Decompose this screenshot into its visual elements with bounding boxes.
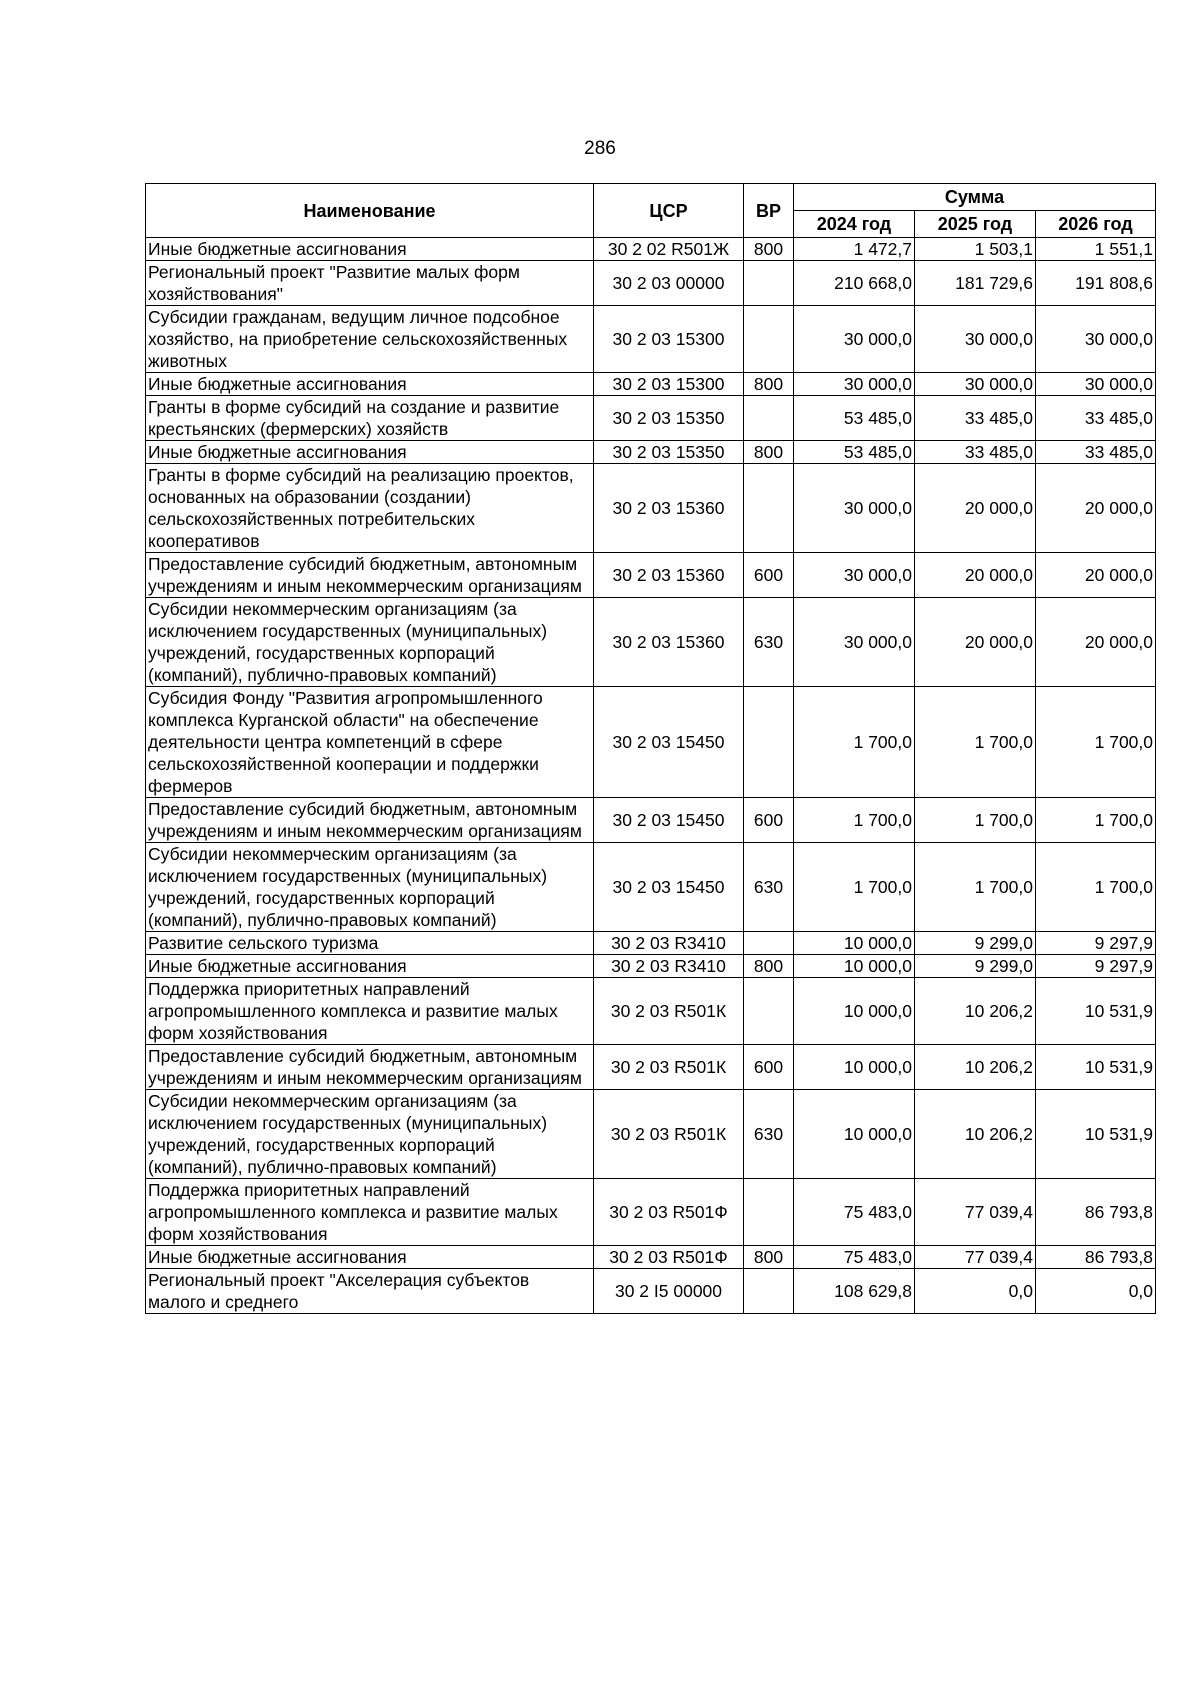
table-row bbox=[146, 306, 1156, 373]
table-body bbox=[146, 238, 1156, 1314]
row-name: Предоставление субсидий бюджетным, автономным учреждениям и иным некоммерческим организациям bbox=[146, 553, 594, 598]
table-row bbox=[146, 1246, 1156, 1269]
row-sum-2025: 33 485,0 bbox=[915, 396, 1036, 441]
header-year-2026: 2026 год bbox=[1036, 211, 1156, 238]
row-sum-2024: 10 000,0 bbox=[794, 1090, 915, 1179]
row-name: Субсидии некоммерческим организациям (за исключением государственных (муниципальных) учреждений, государственных корпораций (компаний), публично-правовых компаний) bbox=[146, 598, 594, 687]
row-vr: 800 bbox=[744, 238, 794, 261]
table-row bbox=[146, 955, 1156, 978]
row-sum-2025: 1 700,0 bbox=[915, 843, 1036, 932]
row-csr: 30 2 03 15450 bbox=[594, 687, 744, 798]
table-header bbox=[146, 184, 1156, 238]
row-csr: 30 2 03 R3410 bbox=[594, 955, 744, 978]
table-row bbox=[146, 441, 1156, 464]
row-vr bbox=[744, 687, 794, 798]
row-name: Иные бюджетные ассигнования bbox=[146, 1246, 594, 1269]
row-sum-2025: 181 729,6 bbox=[915, 261, 1036, 306]
row-sum-2024: 1 700,0 bbox=[794, 798, 915, 843]
row-csr: 30 2 03 15450 bbox=[594, 798, 744, 843]
row-name: Гранты в форме субсидий на реализацию проектов, основанных на образовании (создании) сельскохозяйственных потребительских кооперативов bbox=[146, 464, 594, 553]
row-csr: 30 2 03 15300 bbox=[594, 306, 744, 373]
row-vr bbox=[744, 1179, 794, 1246]
header-name: Наименование bbox=[146, 184, 594, 238]
table-row bbox=[146, 396, 1156, 441]
row-sum-2025: 30 000,0 bbox=[915, 373, 1036, 396]
row-vr: 800 bbox=[744, 373, 794, 396]
row-name: Субсидии гражданам, ведущим личное подсобное хозяйство, на приобретение сельскохозяйственных животных bbox=[146, 306, 594, 373]
row-sum-2026: 86 793,8 bbox=[1036, 1179, 1156, 1246]
row-sum-2024: 53 485,0 bbox=[794, 396, 915, 441]
row-sum-2024: 10 000,0 bbox=[794, 932, 915, 955]
row-name: Региональный проект "Развитие малых форм хозяйствования" bbox=[146, 261, 594, 306]
row-name: Субсидии некоммерческим организациям (за исключением государственных (муниципальных) учреждений, государственных корпораций (компаний), публично-правовых компаний) bbox=[146, 1090, 594, 1179]
row-sum-2024: 10 000,0 bbox=[794, 955, 915, 978]
row-csr: 30 2 03 15360 bbox=[594, 553, 744, 598]
row-sum-2025: 1 503,1 bbox=[915, 238, 1036, 261]
row-sum-2026: 20 000,0 bbox=[1036, 553, 1156, 598]
row-name: Иные бюджетные ассигнования bbox=[146, 238, 594, 261]
row-csr: 30 2 03 R3410 bbox=[594, 932, 744, 955]
row-sum-2025: 9 299,0 bbox=[915, 955, 1036, 978]
row-sum-2025: 10 206,2 bbox=[915, 1090, 1036, 1179]
row-csr: 30 2 03 15350 bbox=[594, 441, 744, 464]
row-csr: 30 2 03 15300 bbox=[594, 373, 744, 396]
row-sum-2026: 0,0 bbox=[1036, 1269, 1156, 1314]
row-sum-2024: 1 700,0 bbox=[794, 687, 915, 798]
row-sum-2026: 33 485,0 bbox=[1036, 396, 1156, 441]
row-name: Гранты в форме субсидий на создание и развитие крестьянских (фермерских) хозяйств bbox=[146, 396, 594, 441]
row-sum-2025: 33 485,0 bbox=[915, 441, 1036, 464]
row-sum-2024: 75 483,0 bbox=[794, 1179, 915, 1246]
row-sum-2026: 10 531,9 bbox=[1036, 978, 1156, 1045]
row-sum-2026: 10 531,9 bbox=[1036, 1090, 1156, 1179]
row-sum-2024: 30 000,0 bbox=[794, 464, 915, 553]
row-vr bbox=[744, 464, 794, 553]
row-vr bbox=[744, 932, 794, 955]
row-vr bbox=[744, 306, 794, 373]
row-sum-2026: 10 531,9 bbox=[1036, 1045, 1156, 1090]
row-sum-2025: 1 700,0 bbox=[915, 687, 1036, 798]
row-sum-2025: 9 299,0 bbox=[915, 932, 1036, 955]
row-sum-2025: 10 206,2 bbox=[915, 978, 1036, 1045]
table-row bbox=[146, 1090, 1156, 1179]
row-vr: 600 bbox=[744, 553, 794, 598]
row-vr: 630 bbox=[744, 1090, 794, 1179]
row-sum-2024: 30 000,0 bbox=[794, 553, 915, 598]
row-name: Региональный проект "Акселерация субъектов малого и среднего bbox=[146, 1269, 594, 1314]
row-name: Иные бюджетные ассигнования bbox=[146, 373, 594, 396]
row-csr: 30 2 03 R501К bbox=[594, 978, 744, 1045]
header-csr: ЦСР bbox=[594, 184, 744, 238]
row-name: Иные бюджетные ассигнования bbox=[146, 441, 594, 464]
row-csr: 30 2 03 15360 bbox=[594, 464, 744, 553]
row-sum-2025: 30 000,0 bbox=[915, 306, 1036, 373]
row-sum-2024: 53 485,0 bbox=[794, 441, 915, 464]
table-row bbox=[146, 978, 1156, 1045]
row-name: Поддержка приоритетных направлений агропромышленного комплекса и развитие малых форм хозяйствования bbox=[146, 978, 594, 1045]
table-row bbox=[146, 238, 1156, 261]
row-csr: 30 2 I5 00000 bbox=[594, 1269, 744, 1314]
row-csr: 30 2 03 R501Ф bbox=[594, 1179, 744, 1246]
header-year-2024: 2024 год bbox=[794, 211, 915, 238]
row-name: Предоставление субсидий бюджетным, автономным учреждениям и иным некоммерческим организациям bbox=[146, 798, 594, 843]
row-sum-2026: 1 700,0 bbox=[1036, 798, 1156, 843]
header-vr: ВР bbox=[744, 184, 794, 238]
row-sum-2026: 9 297,9 bbox=[1036, 932, 1156, 955]
row-sum-2026: 1 700,0 bbox=[1036, 843, 1156, 932]
row-sum-2024: 30 000,0 bbox=[794, 598, 915, 687]
row-csr: 30 2 03 R501К bbox=[594, 1090, 744, 1179]
row-sum-2026: 30 000,0 bbox=[1036, 306, 1156, 373]
row-vr: 630 bbox=[744, 598, 794, 687]
row-name: Развитие сельского туризма bbox=[146, 932, 594, 955]
table-row bbox=[146, 798, 1156, 843]
row-csr: 30 2 03 R501К bbox=[594, 1045, 744, 1090]
row-sum-2024: 75 483,0 bbox=[794, 1246, 915, 1269]
row-sum-2024: 1 472,7 bbox=[794, 238, 915, 261]
row-name: Иные бюджетные ассигнования bbox=[146, 955, 594, 978]
row-sum-2026: 33 485,0 bbox=[1036, 441, 1156, 464]
row-name: Предоставление субсидий бюджетным, автономным учреждениям и иным некоммерческим организациям bbox=[146, 1045, 594, 1090]
row-vr: 630 bbox=[744, 843, 794, 932]
row-name: Поддержка приоритетных направлений агропромышленного комплекса и развитие малых форм хозяйствования bbox=[146, 1179, 594, 1246]
row-name: Субсидия Фонду "Развития агропромышленного комплекса Курганской области" на обеспечение деятельности центра компетенций в сфере сельскохозяйственной кооперации и поддержки фермеров bbox=[146, 687, 594, 798]
row-csr: 30 2 02 R501Ж bbox=[594, 238, 744, 261]
row-csr: 30 2 03 15360 bbox=[594, 598, 744, 687]
header-year-2025: 2025 год bbox=[915, 211, 1036, 238]
table-row bbox=[146, 261, 1156, 306]
row-sum-2026: 9 297,9 bbox=[1036, 955, 1156, 978]
row-sum-2026: 30 000,0 bbox=[1036, 373, 1156, 396]
row-sum-2026: 1 700,0 bbox=[1036, 687, 1156, 798]
page-number: 286 bbox=[584, 138, 616, 159]
row-sum-2026: 20 000,0 bbox=[1036, 464, 1156, 553]
row-sum-2024: 210 668,0 bbox=[794, 261, 915, 306]
row-csr: 30 2 03 15350 bbox=[594, 396, 744, 441]
row-csr: 30 2 03 R501Ф bbox=[594, 1246, 744, 1269]
row-sum-2025: 77 039,4 bbox=[915, 1246, 1036, 1269]
row-sum-2026: 191 808,6 bbox=[1036, 261, 1156, 306]
row-vr bbox=[744, 1269, 794, 1314]
header-sum: Сумма bbox=[794, 184, 1156, 211]
table-row bbox=[146, 598, 1156, 687]
row-sum-2025: 77 039,4 bbox=[915, 1179, 1036, 1246]
table-row bbox=[146, 843, 1156, 932]
row-sum-2024: 10 000,0 bbox=[794, 1045, 915, 1090]
row-vr bbox=[744, 396, 794, 441]
row-sum-2025: 20 000,0 bbox=[915, 553, 1036, 598]
row-sum-2024: 30 000,0 bbox=[794, 306, 915, 373]
row-csr: 30 2 03 15450 bbox=[594, 843, 744, 932]
row-vr: 800 bbox=[744, 955, 794, 978]
row-sum-2024: 1 700,0 bbox=[794, 843, 915, 932]
table-row bbox=[146, 464, 1156, 553]
table-row bbox=[146, 1179, 1156, 1246]
row-vr: 800 bbox=[744, 441, 794, 464]
table-row bbox=[146, 553, 1156, 598]
row-vr: 800 bbox=[744, 1246, 794, 1269]
row-vr bbox=[744, 261, 794, 306]
budget-table bbox=[145, 183, 1156, 1314]
row-sum-2025: 0,0 bbox=[915, 1269, 1036, 1314]
table-row bbox=[146, 932, 1156, 955]
row-sum-2025: 10 206,2 bbox=[915, 1045, 1036, 1090]
row-sum-2026: 86 793,8 bbox=[1036, 1246, 1156, 1269]
row-sum-2024: 30 000,0 bbox=[794, 373, 915, 396]
table-row bbox=[146, 1045, 1156, 1090]
table-row bbox=[146, 373, 1156, 396]
row-name: Субсидии некоммерческим организациям (за исключением государственных (муниципальных) учреждений, государственных корпораций (компаний), публично-правовых компаний) bbox=[146, 843, 594, 932]
table-row bbox=[146, 1269, 1156, 1314]
row-vr: 600 bbox=[744, 798, 794, 843]
row-sum-2025: 1 700,0 bbox=[915, 798, 1036, 843]
row-csr: 30 2 03 00000 bbox=[594, 261, 744, 306]
row-vr: 600 bbox=[744, 1045, 794, 1090]
row-sum-2025: 20 000,0 bbox=[915, 598, 1036, 687]
table-row bbox=[146, 687, 1156, 798]
row-sum-2025: 20 000,0 bbox=[915, 464, 1036, 553]
row-sum-2026: 20 000,0 bbox=[1036, 598, 1156, 687]
row-sum-2024: 108 629,8 bbox=[794, 1269, 915, 1314]
row-sum-2024: 10 000,0 bbox=[794, 978, 915, 1045]
row-sum-2026: 1 551,1 bbox=[1036, 238, 1156, 261]
row-vr bbox=[744, 978, 794, 1045]
